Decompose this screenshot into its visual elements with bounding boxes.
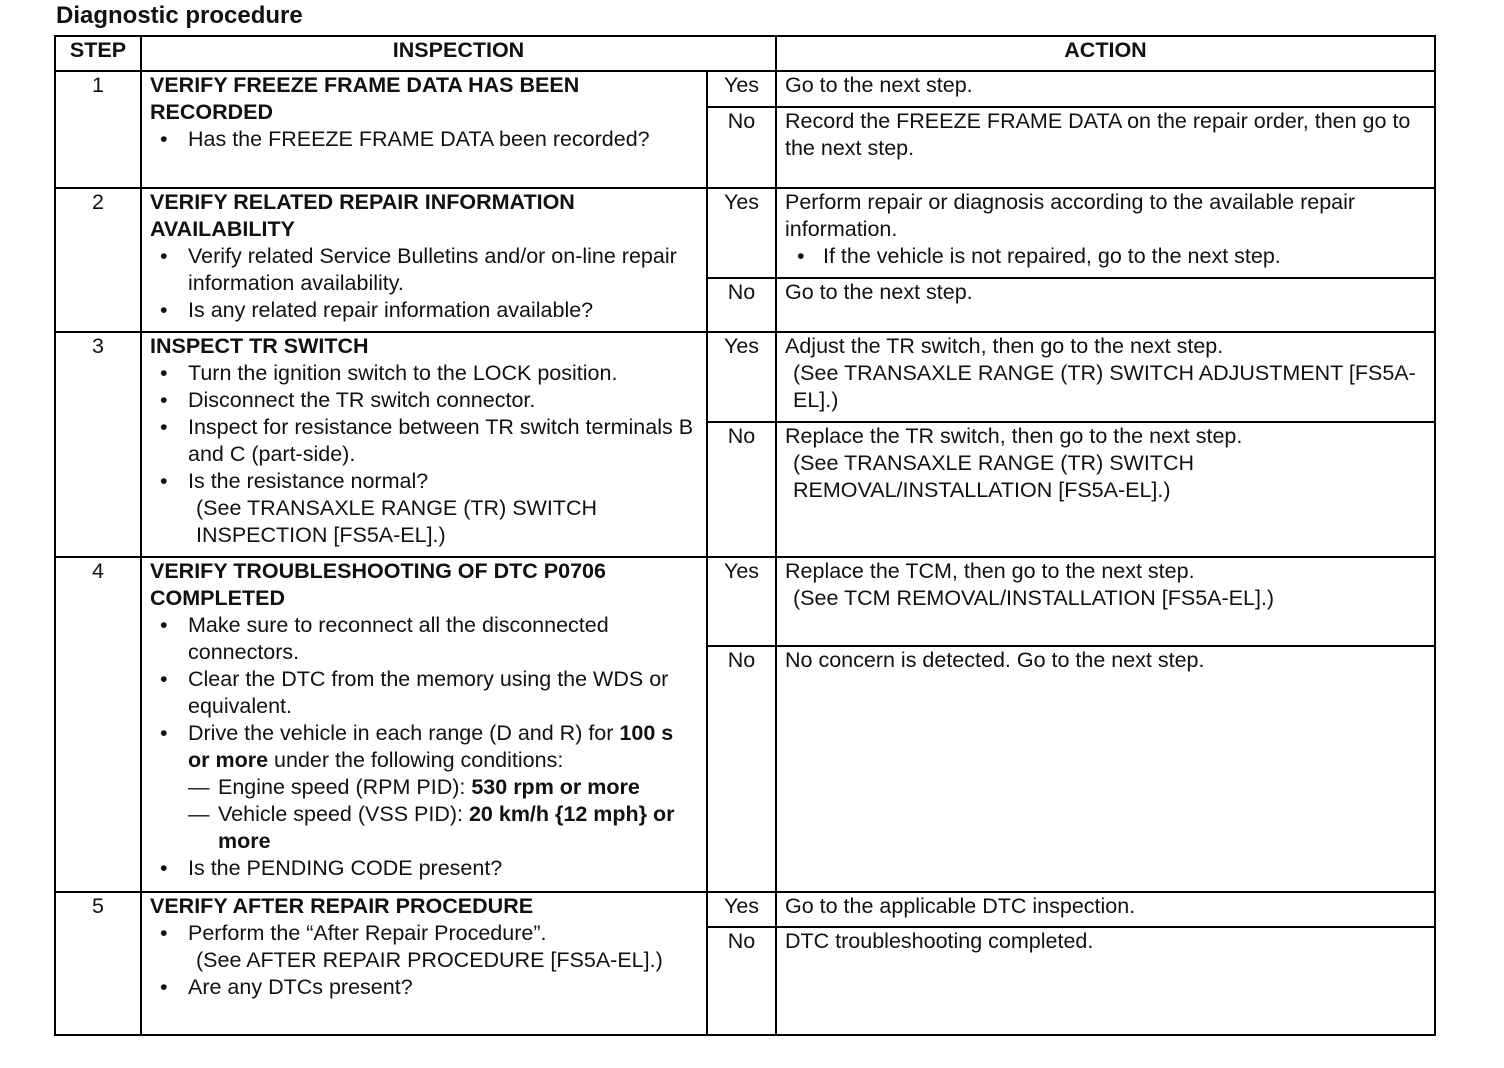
inspection-title: INSPECT TR SWITCH [150, 334, 369, 358]
answer-no: No [707, 107, 776, 188]
inspection-reference: (See TRANSAXLE RANGE (TR) SWITCH INSPECTION [FS5A-EL].) [196, 496, 597, 547]
inspection-item: • Verify related Service Bulletins and/or on-line repair information availability. [150, 243, 698, 297]
step-inspection [141, 892, 707, 1035]
condition-item [188, 801, 698, 855]
table-header-row [55, 36, 1435, 71]
step-number: 4 [55, 557, 141, 892]
step-1-yes-row [55, 71, 1435, 107]
action-no: Go to the next step. [776, 278, 1435, 332]
action-text: Adjust the TR switch, then go to the next step. [785, 334, 1224, 358]
inspection-item [150, 920, 698, 974]
inspection-reference: (See AFTER REPAIR PROCEDURE [FS5A-EL].) [196, 948, 663, 972]
inspection-item [150, 468, 698, 549]
inspection-item: • Disconnect the TR switch connector. [150, 387, 698, 414]
condition-value: 530 rpm or more [471, 775, 640, 799]
inspection-item: • Is any related repair information available? [150, 297, 698, 324]
condition-value: 20 km/h {12 mph} or more [218, 802, 675, 853]
answer-yes: Yes [707, 332, 776, 422]
drive-text-end: under the following conditions: [274, 748, 564, 772]
condition-label: Engine speed (RPM PID): [218, 775, 466, 799]
inspection-item: • Are any DTCs present? [150, 974, 698, 1001]
inspection-item: • Has the FREEZE FRAME DATA been recorded? [150, 126, 698, 153]
action-reference: (See TRANSAXLE RANGE (TR) SWITCH ADJUSTMENT [FS5A-EL].) [793, 361, 1416, 412]
answer-no: No [707, 422, 776, 557]
step-2-yes-row [55, 188, 1435, 278]
inspection-title: VERIFY AFTER REPAIR PROCEDURE [150, 894, 534, 918]
answer-yes: Yes [707, 71, 776, 107]
inspection-title: VERIFY RELATED REPAIR INFORMATION AVAILABILITY [150, 190, 575, 241]
diagnostic-procedure-table [54, 35, 1436, 1036]
inspection-item-text: Is the resistance normal? [188, 469, 429, 493]
action-yes: Go to the applicable DTC inspection. [776, 892, 1435, 927]
step-number: 3 [55, 332, 141, 557]
answer-yes: Yes [707, 557, 776, 646]
answer-no: No [707, 278, 776, 332]
action-yes: Go to the next step. [776, 71, 1435, 107]
step-inspection [141, 557, 707, 892]
step-inspection [141, 71, 707, 188]
action-reference: (See TCM REMOVAL/INSTALLATION [FS5A-EL].) [793, 586, 1275, 610]
action-bullet: • If the vehicle is not repaired, go to the next step. [785, 243, 1426, 270]
answer-no: No [707, 927, 776, 1035]
action-yes [776, 557, 1435, 646]
condition-label: Vehicle speed (VSS PID): [218, 802, 463, 826]
action-yes [776, 332, 1435, 422]
header-step: STEP [55, 36, 141, 71]
action-text: Perform repair or diagnosis according to the available repair information. [785, 190, 1356, 241]
inspection-item: • Clear the DTC from the memory using the WDS or equivalent. [150, 666, 698, 720]
action-no: DTC troubleshooting completed. [776, 927, 1435, 1035]
inspection-item: • Turn the ignition switch to the LOCK position. [150, 360, 698, 387]
step-4-yes-row [55, 557, 1435, 646]
action-text: Replace the TCM, then go to the next step. [785, 559, 1195, 583]
inspection-title: VERIFY TROUBLESHOOTING OF DTC P0706 COMPLETED [150, 559, 606, 610]
action-text: Replace the TR switch, then go to the next step. [785, 424, 1243, 448]
inspection-title: VERIFY FREEZE FRAME DATA HAS BEEN RECORDED [150, 73, 580, 124]
step-number: 2 [55, 188, 141, 332]
answer-yes: Yes [707, 188, 776, 278]
answer-no: No [707, 646, 776, 892]
step-3-yes-row [55, 332, 1435, 422]
header-action: ACTION [776, 36, 1435, 71]
condition-item [188, 774, 698, 801]
step-number: 5 [55, 892, 141, 1035]
answer-yes: Yes [707, 892, 776, 927]
drive-duration: 100 s or more [188, 721, 674, 772]
inspection-item: • Is the PENDING CODE present? [150, 855, 698, 882]
step-inspection [141, 332, 707, 557]
inspection-item: • Make sure to reconnect all the disconnected connectors. [150, 612, 698, 666]
action-yes [776, 188, 1435, 278]
inspection-item-text: Perform the “After Repair Procedure”. [188, 921, 547, 945]
action-reference: (See TRANSAXLE RANGE (TR) SWITCH REMOVAL/INSTALLATION [FS5A-EL].) [793, 451, 1194, 502]
inspection-item: • Inspect for resistance between TR switch terminals B and C (part-side). [150, 414, 698, 468]
action-no: Record the FREEZE FRAME DATA on the repair order, then go to the next step. [776, 107, 1435, 188]
drive-text: Drive the vehicle in each range (D and R) for [188, 721, 614, 745]
inspection-item [150, 720, 698, 855]
action-no: No concern is detected. Go to the next step. [776, 646, 1435, 892]
step-inspection [141, 188, 707, 332]
step-5-yes-row [55, 892, 1435, 927]
header-inspection: INSPECTION [141, 36, 776, 71]
action-no [776, 422, 1435, 557]
step-number: 1 [55, 71, 141, 188]
page-title: Diagnostic procedure [56, 2, 303, 29]
